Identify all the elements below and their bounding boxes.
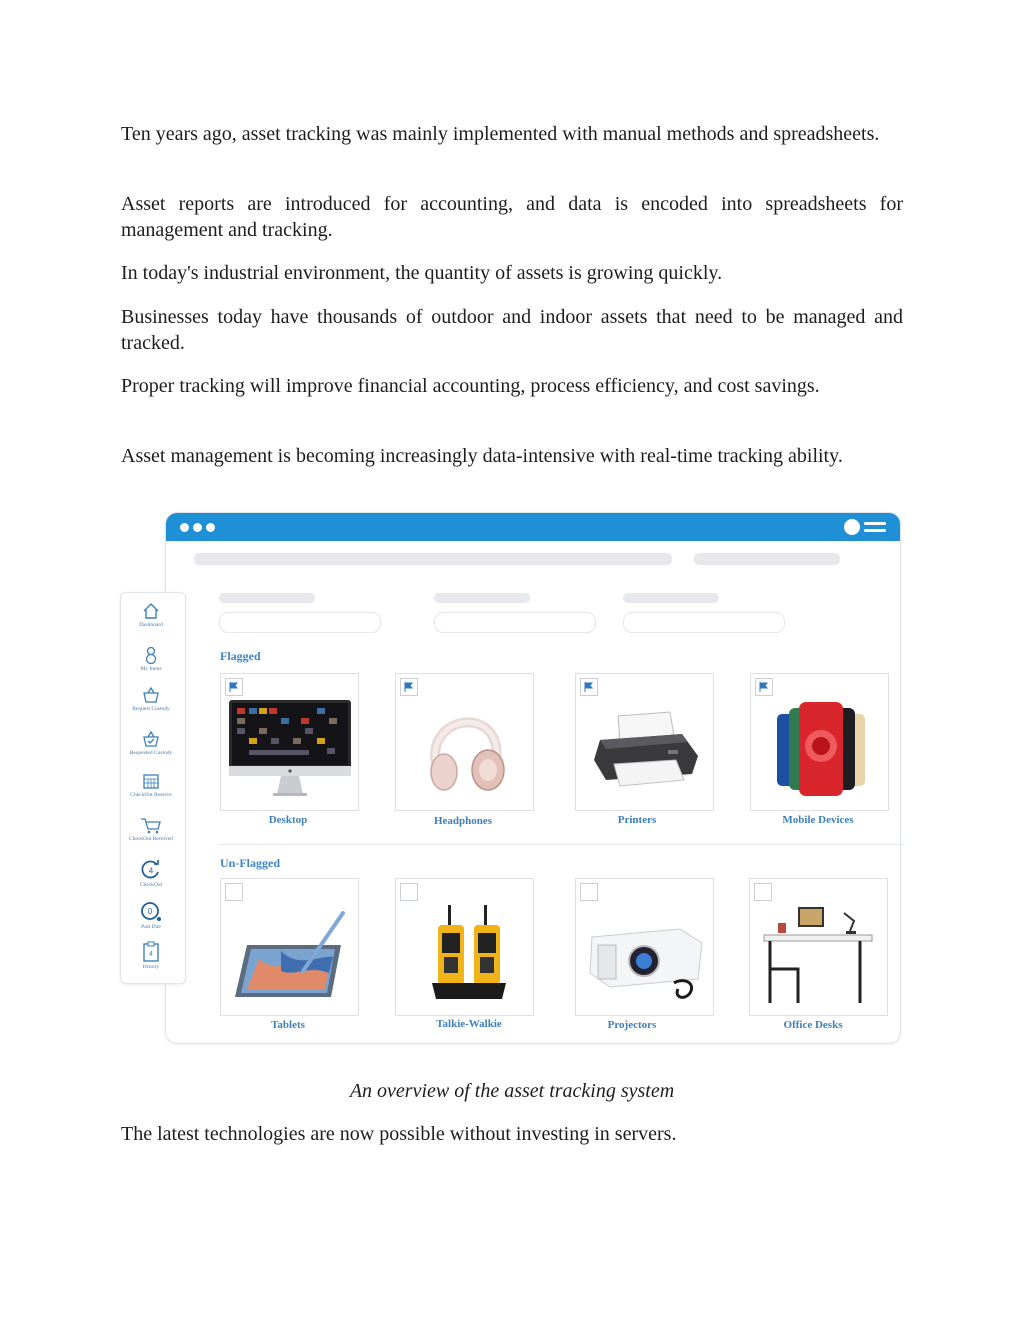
asset-label: Projectors [607,1019,657,1031]
asset-label: Talkie-Walkie [436,1018,502,1030]
sidebar-item-checkout-reserve[interactable] [121,771,181,799]
asset-tracking-figure [120,510,902,1046]
window-dot-icon [193,523,202,532]
asset-card-headphones[interactable] [395,673,534,811]
asset-card-talkie-walkie[interactable] [395,878,534,1016]
desktop-icon [229,694,351,804]
asset-label: Office Desks [783,1019,843,1031]
sidebar-item-label: My Items [140,666,162,672]
sidebar-nav [120,592,186,984]
calendar-icon [141,771,161,791]
field-label-placeholder [623,593,719,603]
basket-icon [141,685,161,705]
asset-card-office-desks[interactable] [749,878,888,1016]
asset-card-tablets[interactable] [220,878,359,1016]
sidebar-item-dashboard[interactable] [121,601,181,629]
headphones-icon [404,694,526,804]
asset-label: Tablets [271,1019,305,1031]
sidebar-item-requested-custody[interactable] [121,729,181,757]
asset-label: Printers [617,814,657,826]
cart-icon [139,815,163,835]
window-dot-icon [180,523,189,532]
projector-icon [584,899,706,1009]
sidebar-item-label: Request Custody [132,706,170,712]
sidebar-item-label: CheckOut Received [128,836,174,842]
paragraph: Ten years ago, asset tracking was mainly implemented with manual methods and spreadsheets. [121,123,880,145]
asset-label: Desktop [268,814,308,826]
window-dot-icon [206,523,215,532]
asset-card-desktop[interactable] [220,673,359,811]
asset-card-printers[interactable] [575,673,714,811]
home-icon [141,601,161,621]
desk-icon [758,899,880,1009]
paragraph: Businesses today have thousands of outdoor and indoor assets that need to be managed and tracked. [121,306,903,354]
asset-label: Headphones [433,815,493,827]
unflagged-section-title: Un-Flagged [220,856,280,870]
field-label-placeholder [434,593,530,603]
sidebar-item-label: Dashboard [139,622,163,628]
walkie-talkie-icon [404,899,526,1009]
sidebar-item-my-items[interactable] [121,645,181,673]
asset-label: Mobile Devices [782,814,854,826]
printer-icon [584,694,706,804]
figure-caption: An overview of the asset tracking system [349,1080,675,1102]
filter-placeholder-bar [694,553,840,565]
filter-input[interactable] [219,612,381,633]
sidebar-item-checkout[interactable] [121,859,181,889]
title-bar [166,513,900,541]
sidebar-item-history[interactable] [121,941,181,971]
clipboard-icon [141,941,161,963]
tablet-icon [229,899,351,1009]
svg-text:0: 0 [147,907,153,916]
closing-paragraph: The latest technologies are now possible without investing in servers. [121,1123,677,1145]
sidebar-item-label: Past Due [141,924,161,930]
section-divider [218,844,904,845]
paragraph: Asset management is becoming increasingly data-intensive with real-time tracking ability. [121,445,843,467]
sidebar-item-request-custody[interactable] [121,685,181,713]
asset-card-mobile-devices[interactable] [750,673,889,811]
sidebar-item-label: CheckOut Reserve [130,792,172,798]
clock-icon [139,901,163,923]
paragraph: Asset reports are introduced for accounting, and data is encoded into spreadsheets for management and tracking. [121,193,903,241]
sidebar-item-checkout-received[interactable] [121,815,181,843]
svg-text:4: 4 [148,866,154,876]
asset-card-projectors[interactable] [575,878,714,1016]
paragraph: In today's industrial environment, the quantity of assets is growing quickly. [121,262,723,284]
flagged-section-title: Flagged [220,649,261,663]
user-icon [141,645,161,665]
filter-input[interactable] [623,612,785,633]
sidebar-item-label: History [142,964,160,970]
sidebar-item-label: CheckOut [139,882,163,888]
basket-check-icon [141,729,161,749]
filter-input[interactable] [434,612,596,633]
paragraph: Proper tracking will improve financial accounting, process efficiency, and cost savings. [121,375,820,397]
mobile-icon [759,694,881,804]
menu-toggle-icon[interactable] [844,519,886,535]
svg-text:4: 4 [149,951,153,958]
refresh-icon [140,859,162,881]
field-label-placeholder [219,593,315,603]
sidebar-item-label: Requested Custody [129,750,173,756]
search-placeholder-bar [194,553,672,565]
sidebar-item-past-due[interactable] [121,901,181,931]
